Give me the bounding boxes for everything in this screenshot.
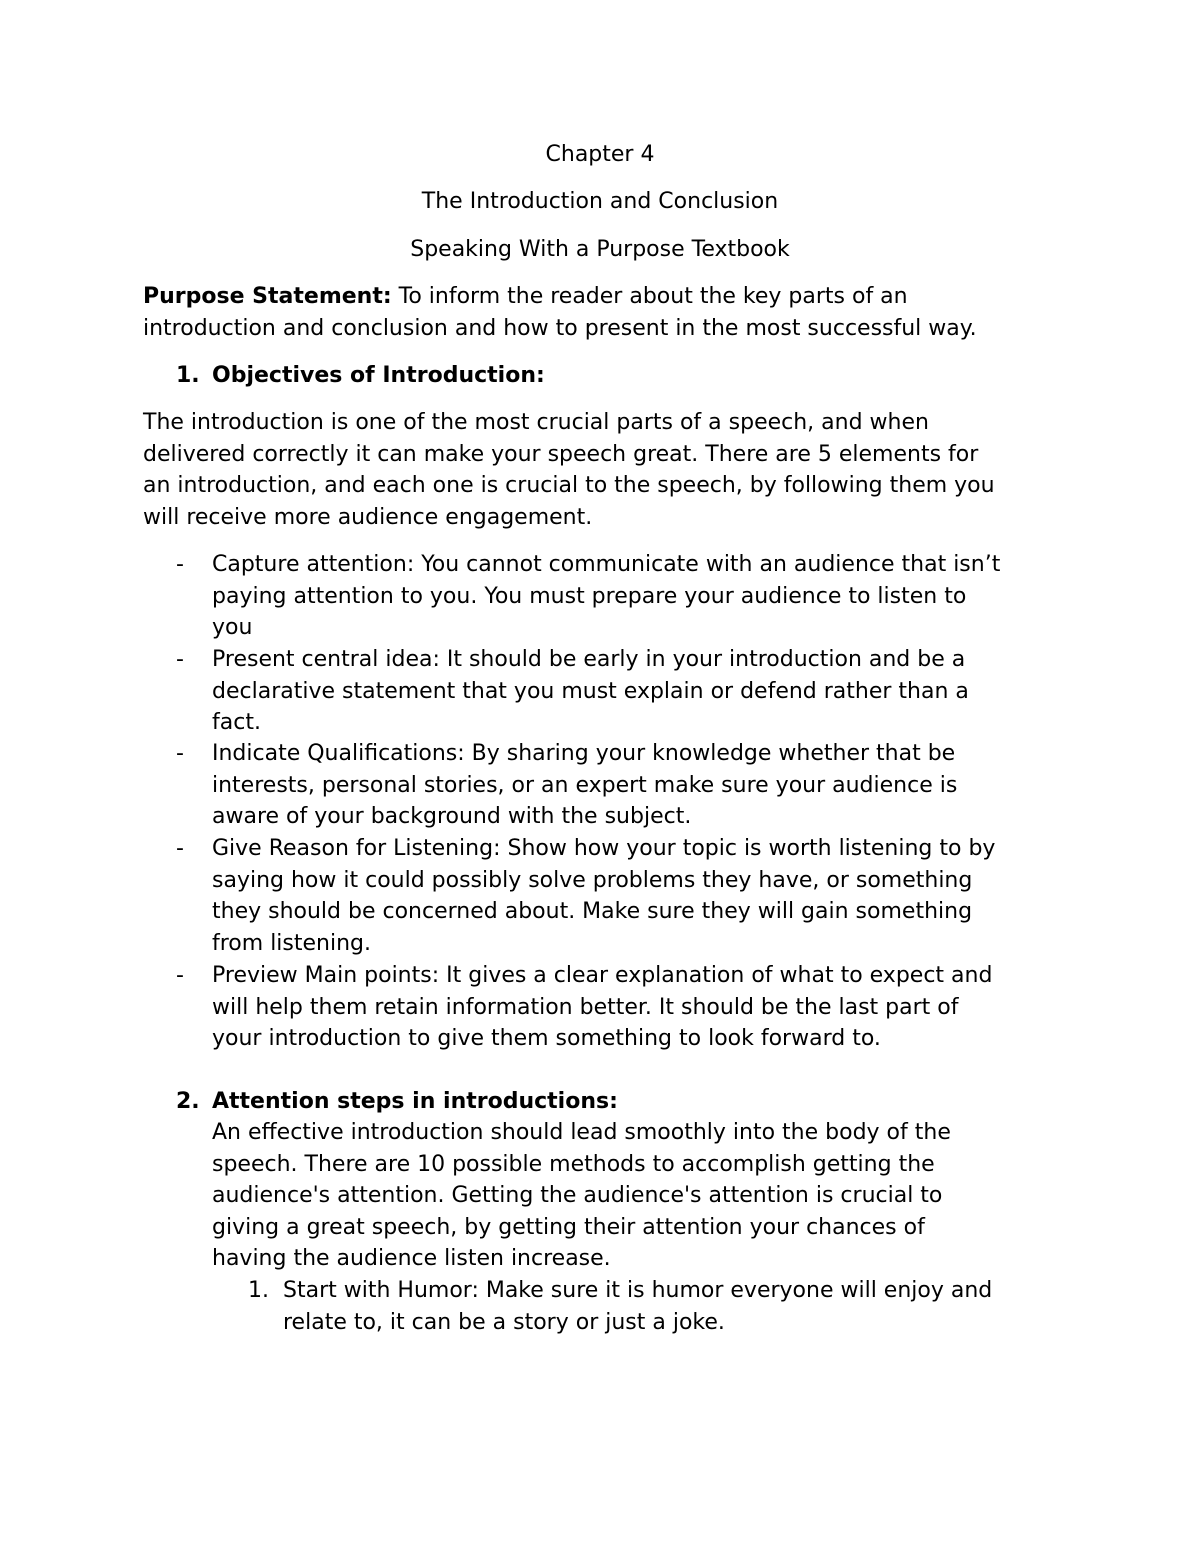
section-2-body [212, 1117, 951, 1275]
purpose-label: Purpose Statement: [143, 284, 392, 309]
bullet-line: fact. [212, 710, 261, 735]
body-line: audience's attention. Getting the audience's attention is crucial to [212, 1183, 943, 1208]
purpose-line-1 [143, 281, 977, 313]
body-line: An effective introduction should lead smoothly into the body of the [212, 1120, 951, 1145]
bullet-dash: - [176, 647, 184, 672]
bullet-line: your introduction to give them something to look forward to. [212, 1026, 881, 1051]
bullet-reason-listening [212, 833, 995, 959]
body-line: The introduction is one of the most crucial parts of a speech, and when [143, 410, 929, 435]
bullet-preview-points [212, 960, 992, 1055]
chapter-title: The Introduction and Conclusion [421, 189, 779, 214]
bullet-dash: - [176, 836, 184, 861]
subitem-line: Start with Humor: Make sure it is humor everyone will enjoy and [283, 1278, 993, 1303]
body-line: giving a great speech, by getting their attention your chances of [212, 1214, 925, 1240]
bullet-qualifications [212, 738, 957, 833]
purpose-statement [143, 281, 977, 344]
body-line: an introduction, and each one is crucial to the speech, by following them you [143, 473, 995, 498]
bullet-dash: - [176, 552, 184, 577]
bullet-line: Capture attention: You cannot communicate with an audience that isn’t [212, 552, 1001, 577]
subitem-line: relate to, it can be a story or just a joke. [283, 1309, 725, 1335]
bullet-line: Indicate Qualifications: By sharing your knowledge whether that be [212, 741, 956, 766]
bullet-line: saying how it could possibly solve problems they have, or something [212, 867, 973, 893]
section-2-heading: Attention steps in introductions: [212, 1089, 618, 1114]
bullet-line: will help them retain information better. It should be the last part of [212, 994, 959, 1020]
bullet-line: Preview Main points: It gives a clear explanation of what to expect and [212, 963, 993, 988]
body-line: speech. There are 10 possible methods to accomplish getting the [212, 1151, 935, 1177]
body-line: having the audience listen increase. [212, 1246, 611, 1271]
subitem-humor [283, 1275, 992, 1338]
bullet-dash: - [176, 741, 184, 766]
chapter-label: Chapter 4 [545, 142, 655, 167]
section-2-number: 2. [176, 1089, 200, 1114]
section-1-heading: Objectives of Introduction: [212, 363, 545, 388]
bullet-line: declarative statement that you must explain or defend rather than a [212, 678, 969, 704]
section-1-body [143, 407, 995, 533]
purpose-text-1: To inform the reader about the key parts of an [391, 284, 908, 309]
section-1-number: 1. [176, 363, 200, 388]
bullet-line: aware of your background with the subject. [212, 804, 692, 829]
bullet-line: paying attention to you. You must prepare your audience to listen to [212, 583, 967, 609]
bullet-line: interests, personal stories, or an expert make sure your audience is [212, 772, 958, 798]
bullet-line: Give Reason for Listening: Show how your topic is worth listening to by [212, 836, 996, 861]
bullet-dash: - [176, 963, 184, 988]
bullet-central-idea [212, 644, 969, 739]
bullet-line: they should be concerned about. Make sure they will gain something [212, 899, 973, 924]
purpose-line-2: introduction and conclusion and how to present in the most successful way. [143, 315, 977, 341]
bullet-capture-attention [212, 549, 1000, 644]
subitem-number: 1. [248, 1278, 269, 1303]
body-line: delivered correctly it can make your speech great. There are 5 elements for [143, 441, 979, 467]
bullet-line: from listening. [212, 930, 371, 956]
textbook-source: Speaking With a Purpose Textbook [410, 237, 790, 262]
bullet-line: you [212, 615, 253, 640]
bullet-line: Present central idea: It should be early in your introduction and be a [212, 647, 966, 672]
body-line: will receive more audience engagement. [143, 504, 593, 530]
